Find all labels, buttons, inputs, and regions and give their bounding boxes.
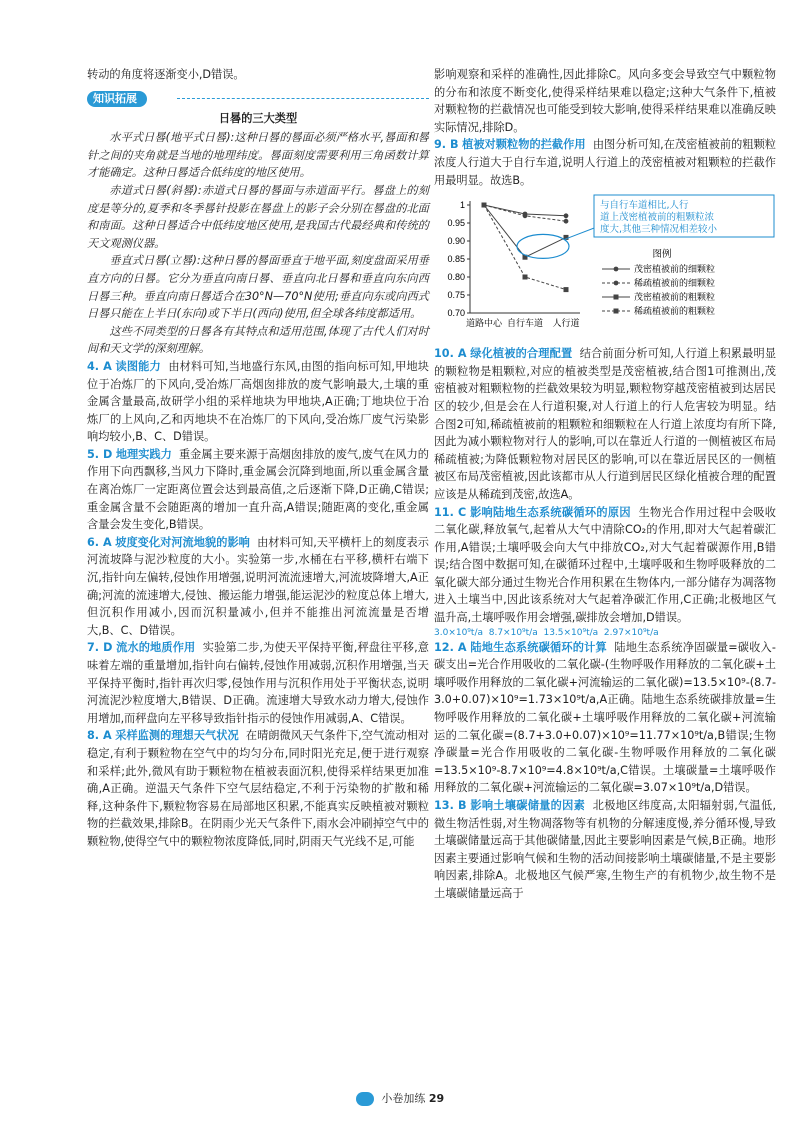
annotation-ellipse (517, 235, 569, 259)
annotation-text-line: 道上茂密植被前的粗颗粒浓 (600, 212, 715, 224)
para-continued: 影响观察和采样的准确性,因此排除C。风向多变会导致空气中颗粒物的分布和浓度不断变化,使得采样结果难以稳定;这种大气条件下,植被对颗粒物的拦截情况也可能受到较大影响,使得采样结果难以准确反映实际情况,排除D。 (434, 68, 776, 134)
divider (177, 98, 429, 99)
data-point (523, 275, 528, 280)
box-para-3: 垂直式日晷(立晷):这种日晷的晷面垂直于地平面,刻度盘面采用垂直方向的日晷。它分为垂直向南日晷、垂直向北日晷和垂直向东向西日晷三种。垂直向南日晷适合在30°N—70°N使用;垂直向东或向西式日晷只能在上半日(东向)或下半日(西向)使用,但全球各纬度都适用。 (87, 254, 429, 321)
answer-12: 12. A 陆地生态系统碳循环的计算 陆地生态系统净固碳量=碳收入-碳支出=光合作用吸收的二氧化碳-(生物呼吸作用释放的二氧化碳+土壤呼吸作用释放的二氧化碳+河流输运的二氧化碳)=13.5×10⁹-(8.7-3.0+0.07)×10⁹=1.73×10⁹t/a,A正确。陆地生态系统碳排放量=生物呼吸作用释放的二氧化碳+土壤呼吸作用释放的二氧化碳+河流输运的二氧化碳=(8.7+3.0+0.07)×10⁹=11.77×10⁹t/a,B错误;生物净碳量=光合作用吸收的二氧化碳-生物呼吸作用释放的二氧化碳=13.5×10⁹-8.7×10⁹=4.8×10⁹t/a,C错误。土壤碳量=土壤呼吸作用释放的二氧化碳+河流输运的二氧化碳=3.07×10⁹t/a,D错误。 (434, 640, 776, 795)
right-column (434, 66, 776, 903)
answer-6: 6. A 坡度变化对河流地貌的影响 由材料可知,天平横杆上的刻度表示河流坡降与泥沙粒度的大小。实验第一步,水桶在右平移,横杆右端下沉,指针向左偏转,侵蚀作用增强,说明河流流速增大,河流坡降增大,A正确;河流的流速增大,侵蚀、搬运能力增强,能运泥沙的粒度总体上增大,但沉积作用减小,因而沉积量减小,但并不能推出河流流量是否增大,B、C、D错误。 (87, 535, 429, 637)
legend-marker (614, 281, 619, 286)
answer-10: 10. A 绿化植被的合理配置 结合前面分析可知,人行道上积累最明显的颗粒物是粗颗粒,对应的植被类型是茂密植被,结合图1可推测出,茂密植被对粗颗粒物的拦截效果较为明显,颗粒物穿越茂密植被到达居民区的较少,但是会在人行道积聚,对人行道上的行人危害较为明显。结合图2可知,稀疏植被前的粗颗粒和细颗粒在人行道上浓度均有所下降,因此为减小颗粒物对行人的影响,可以在靠近人行道的一侧植被区布局稀疏植被;为降低颗粒物对居民区的影响,可以在靠近居民区的一侧植被区布局茂密植被,因此该都市从人行道到居民区绿化植被合理的配置应该是从稀疏到茂密,故选A。 (434, 347, 777, 501)
legend-label: 茂密植被前的细颗粒 (634, 265, 716, 276)
legend-title: 图例 (652, 249, 672, 261)
answer-7: 7. D 流水的地质作用 实验第二步,为使天平保持平衡,秤盘往平移,意味着左端的重量增加,指针向右偏转,侵蚀作用减弱,沉积作用增强,当天平保持平衡时,指针再次归零,侵蚀作用与沉积作用处于平衡状态,说明河流泥沙粒度增大,B错误、D正确。流速增大导致水动力增大,侵蚀作用增加,而秤盘向左平移导致指针指示的侵蚀作用减弱,A、C错误。 (87, 641, 429, 725)
legend-marker (614, 309, 619, 314)
y-tick-label: 0.90 (447, 236, 465, 247)
knowledge-tag: 知识拓展 (87, 91, 147, 107)
particle-chart (434, 193, 776, 343)
footer-brand: 小卷加练 (381, 1092, 426, 1105)
data-point (564, 287, 569, 292)
answer-4: 4. A 读图能力 由材料可知,当地盛行东风,由图的指向标可知,甲地块位于冶炼厂的下风向,受冶炼厂高烟囱排放的废气影响最大,土壤的重金属含量最高,故研学小组的采样地块为甲地块,A正确;丁地块位于冶炼厂的上风向,乙和丙地块不在冶炼厂的下风向,受冶炼厂废气污染影响均较小,B、C、D错误。 (87, 359, 429, 444)
legend-marker (614, 295, 619, 300)
legend-label: 稀疏植被前的细颗粒 (634, 279, 716, 290)
box-para-1: 水平式日晷(地平式日晷):这种日晷的晷面必须严格水平,晷面和晷针之间的夹角就是当地的地理纬度。晷面刻度需要利用三角函数计算才能确定。这种日晷适合低纬度的地区使用。 (87, 131, 429, 180)
knowledge-expansion-bar (87, 90, 429, 106)
x-tick-label: 人行道 (552, 319, 580, 330)
para-intro: 转动的角度将逐渐变小,D错误。 (87, 68, 245, 81)
y-tick-label: 0.70 (447, 308, 465, 319)
legend-marker (614, 267, 619, 272)
box-para-4: 这些不同类型的日晷各有其特点和适用范围,体现了古代人们对时间和天文学的深刻理解。 (87, 324, 429, 356)
answer-13: 13. B 影响土壤碳储量的因素 北极地区纬度高,太阳辐射弱,气温低,微生物活性弱,对生物凋落物等有机物的分解速度慢,养分循环慢,导致土壤碳储量远高于其他碳储量,因此主要影响因素是气候,B正确。地形因素主要通过影响气候和生物的活动间接影响土壤碳储量,不是主要影响因素,排除A。北极地区气候严寒,生物生产的有机物少,故生物不是土壤碳储量远高于 (434, 799, 776, 900)
answer-11-notes: 3.0×10⁹t/a 8.7×10⁹t/a 13.5×10⁹t/a 2.97×10⁹t/a (434, 627, 659, 638)
x-tick-label: 自行车道 (506, 319, 544, 330)
box-para-2: 赤道式日晷(斜晷):赤道式日晷的晷面与赤道面平行。晷盘上的刻度是等分的,夏季和冬季晷针投影在晷盘上的影子会分别在晷盘的北面和南面。这种日晷适合中低纬度地区使用,是我国古代最经典和传统的天文观测仪器。 (87, 183, 429, 250)
legend-label: 茂密植被前的粗颗粒 (634, 293, 716, 304)
answer-11: 11. C 影响陆地生态系统碳循环的原因 生物光合作用过程中会吸收二氧化碳,释放氧气,起着从大气中清除CO₂的作用,即对大气起着碳汇作用,A错误;土壤呼吸会向大气中排放CO₂,对大气起着碳源作用,B错误;结合图中数据可知,在碳循环过程中,土壤呼吸和生物呼吸释放的二氧化碳大部分通过生物光合作用积累在生物体内,一部分储存为凋落物进入土壤当中,因此该系统对大气起着净碳汇作用,C正确;北极地区气温升高,土壤呼吸作用会增强,碳排放会增加,D错误。 (434, 505, 776, 625)
y-tick-label: 0.75 (447, 290, 465, 301)
y-tick-label: 0.80 (447, 272, 465, 283)
y-tick-label: 0.95 (447, 218, 465, 229)
annotation-text-line: 与自行车道相比,人行 (600, 200, 689, 212)
page-footer (0, 1090, 800, 1106)
answer-9: 9. B 植被对颗粒物的拦截作用 由图分析可知,在茂密植被前的粗颗粒浓度人行道大于自行车道,说明人行道上的茂密植被对粗颗粒的拦截作用最明显。故选B。 (434, 138, 776, 187)
y-tick-label: 0.85 (447, 254, 465, 265)
data-point (564, 214, 569, 219)
data-point (564, 219, 569, 224)
page-number: 29 (428, 1092, 445, 1105)
brand-logo-icon (356, 1092, 374, 1106)
x-tick-label: 道路中心 (465, 319, 503, 330)
left-column (87, 66, 429, 851)
answer-8: 8. A 采样监测的理想天气状况 在晴朗微风天气条件下,空气流动相对稳定,有利于颗粒物在空气中的均匀分布,同时阳光充足,便于进行观察和采样;此外,微风有助于颗粒物在植被表面沉积,使得采样结果更加准确,A正确。逆温天气条件下空气层结稳定,不利于污染物的扩散和稀释,这种条件下,颗粒物容易在局部地区积累,不能真实反映植被对颗粒物的拦截效果,排除B。在阴雨少光天气条件下,雨水会冲刷掉空气中的颗粒物,使得空气中的颗粒物浓度降低,同时,阴雨天气光线不足,可能 (87, 729, 429, 848)
data-point (523, 214, 528, 219)
answer-5: 5. D 地理实践力 重金属主要来源于高烟囱排放的废气,废气在风力的作用下向西飘移,当风力下降时,重金属会沉降到地面,所以重金属含量在离冶炼厂一定距离位置会达到最高值,之后逐渐下降,D正确,C错误;重金属含量不会随距离的增加一直升高,A错误;随距离的变化,重金属含量会发生变化,B错误。 (87, 447, 429, 532)
data-point (482, 203, 487, 208)
legend-label: 稀疏植被前的粗颗粒 (634, 307, 716, 318)
annotation-text-line: 度大,其他三种情况相差较小 (600, 224, 718, 236)
box-title: 日晷的三大类型 (218, 111, 298, 125)
chart-svg (434, 193, 776, 343)
y-tick-label: 1 (459, 200, 465, 211)
